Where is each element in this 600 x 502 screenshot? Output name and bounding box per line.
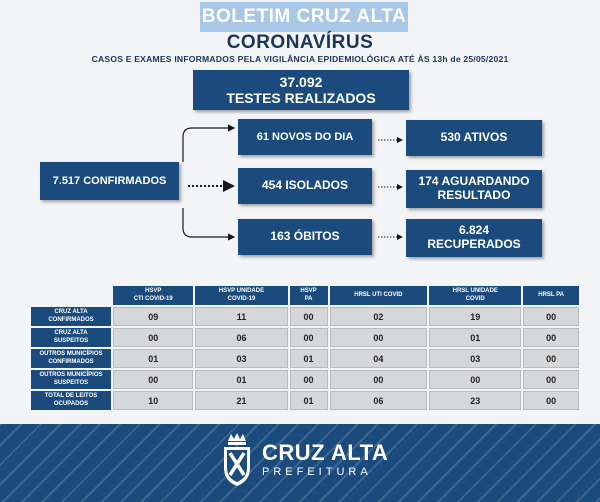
table-corner (31, 286, 111, 305)
column-header: HRSL UTI COVID (330, 286, 428, 305)
table-header-row (31, 286, 579, 305)
table-cell: 00 (290, 328, 328, 347)
column-header: HSVP PA (290, 286, 328, 305)
table-cell: 00 (523, 307, 579, 326)
table-cell: 00 (290, 307, 328, 326)
table-cell: 00 (429, 370, 521, 389)
recovered-value: 6.824 (458, 223, 490, 238)
table-cell: 04 (330, 349, 428, 368)
confirmed-label: 7.517 CONFIRMADOS (52, 174, 167, 187)
column-header: HSVP CTI COVID-19 (113, 286, 193, 305)
table-row (31, 349, 579, 368)
report-info: CASOS E EXAMES INFORMADOS PELA VIGILÂNCIA EPIDEMIOLÓGICA ATÉ ÀS 13h de 25/05/2021 (91, 54, 509, 64)
table-cell: 09 (113, 307, 193, 326)
active-label: 530 ATIVOS (440, 130, 508, 145)
table-row (31, 328, 579, 347)
table-cell: 06 (195, 328, 287, 347)
row-header: TOTAL DE LEITOS OCUPADOS (31, 391, 111, 410)
table-cell: 00 (523, 328, 579, 347)
row-header: CRUZ ALTA CONFIRMADOS (31, 307, 111, 326)
table-cell: 06 (330, 391, 428, 410)
deaths-label: 163 ÓBITOS (270, 229, 340, 244)
table-cell: 03 (195, 349, 287, 368)
row-header: CRUZ ALTA SUSPEITOS (31, 328, 111, 347)
table-cell: 21 (195, 391, 287, 410)
table-cell: 00 (330, 328, 428, 347)
brand-text (262, 441, 388, 479)
column-header: HSVP UNIDADE COVID-19 (195, 286, 287, 305)
bracket-arrow-bottom (183, 208, 234, 237)
table-cell: 00 (113, 370, 193, 389)
brand-name: CRUZ ALTA (262, 440, 389, 465)
bulletin-subtitle: CORONAVÍRUS (226, 32, 374, 53)
table-cell: 00 (113, 328, 193, 347)
table-cell: 00 (523, 349, 579, 368)
awaiting-line2: RESULTADO (437, 188, 511, 202)
column-header: HRSL PA (523, 286, 579, 305)
table-cell: 00 (290, 370, 328, 389)
table-cell: 11 (195, 307, 287, 326)
table-cell: 01 (113, 349, 193, 368)
city-brand (222, 432, 388, 488)
table-cell: 00 (523, 370, 579, 389)
hospital-beds-table (29, 284, 581, 412)
table-cell: 00 (523, 391, 579, 410)
table-cell: 03 (429, 349, 521, 368)
table-cell: 02 (330, 307, 428, 326)
tests-label: TESTES REALIZADOS (226, 90, 376, 106)
table-row (31, 370, 579, 389)
table-row (31, 391, 579, 410)
bulletin-title: BOLETIM CRUZ ALTA (200, 2, 408, 32)
table-cell: 01 (290, 349, 328, 368)
table-cell: 00 (330, 370, 428, 389)
table-cell: 01 (429, 328, 521, 347)
awaiting-line1: 174 AGUARDANDO (418, 174, 530, 189)
brand-subtitle: PREFEITURA (262, 466, 372, 478)
table-cell: 23 (429, 391, 521, 410)
table-row (31, 307, 579, 326)
table-cell: 19 (429, 307, 521, 326)
new-today-label: 61 NOVOS DO DIA (256, 130, 354, 143)
recovered-label: RECUPERADOS (427, 237, 521, 251)
table-cell: 01 (195, 370, 287, 389)
bracket-arrow-top (183, 128, 234, 162)
city-crest-icon (222, 432, 252, 488)
column-header: HRSL UNIDADE COVID (429, 286, 521, 305)
row-header: OUTROS MUNICÍPIOS CONFIRMADOS (31, 349, 111, 368)
isolated-label: 454 ISOLADOS (261, 178, 349, 193)
table-cell: 10 (113, 391, 193, 410)
row-header: OUTROS MUNICÍPIOS SUSPEITOS (31, 370, 111, 389)
table-cell: 01 (290, 391, 328, 410)
tests-value: 37.092 (279, 73, 323, 90)
